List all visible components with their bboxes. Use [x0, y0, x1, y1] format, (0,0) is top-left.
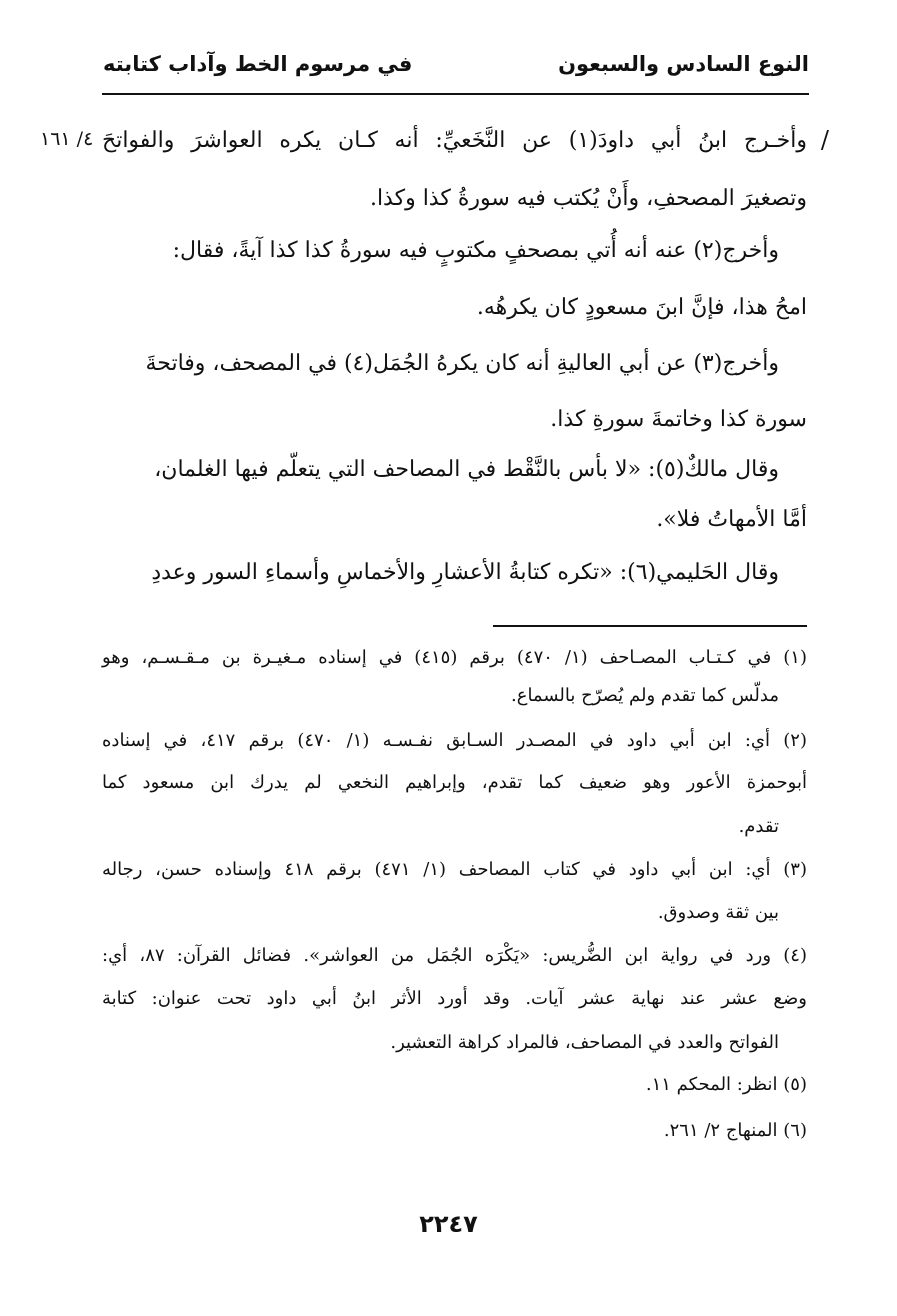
footnote-line: (٣) أي: ابن أبي داود في كتاب المصاحف (١/ ٤٧١) برقم ٤١٨ وإسناده حسن، رجاله — [102, 859, 807, 880]
margin-page-reference: ٤/ ١٦١ — [40, 128, 94, 150]
footnote-line: (٥) انظر: المحكم ١١. — [645, 1074, 807, 1095]
footnote-line: وضع عشر عند نهاية عشر آيات. وقد أورد الأثر ابنُ أبي داود تحت عنوان: كتابة — [102, 988, 807, 1009]
body-line: سورة كذا وخاتمةَ سورةِ كذا. — [550, 407, 807, 432]
footnote-line: (٢) أي: ابن أبي داود في المصـدر السـابق نفـسـه (١/ ٤٧٠) برقم ٤١٧، في إسناده — [102, 730, 807, 751]
body-line: وقال الحَليمي(٦): «تكره كتابةُ الأعشارِ والأخماسِ وأسماءِ السور وعددِ — [151, 560, 779, 585]
running-header-topic: في مرسوم الخط وآداب كتابته — [103, 52, 413, 76]
body-line: وأخرج(٢) عنه أنه أُتي بمصحفٍ مكتوبٍ فيه سورةُ كذا كذا آيةً، فقال: — [172, 238, 779, 263]
footnote-line: (١) في كـتـاب المصـاحف (١/ ٤٧٠) برقم (٤١٥) في إسناده مـغيـرة بن مـقـسـم، وهو — [102, 647, 807, 668]
header-rule — [102, 93, 809, 95]
margin-slash-mark: / — [820, 126, 829, 154]
footnote-line: مدلّس كما تقدم ولم يُصرّح بالسماع. — [510, 685, 779, 706]
footnote-line: بين ثقة وصدوق. — [657, 902, 779, 923]
footnote-line: الفواتح والعدد في المصاحف، فالمراد كراهة التعشير. — [390, 1032, 779, 1053]
footnote-line: أبوحمزة الأعور وهو ضعيف كما تقدم، وإبراهيم النخعي لم يدرك ابن مسعود كما — [102, 772, 807, 793]
footnote-line: (٦) المنهاج ٢/ ٢٦١. — [663, 1120, 807, 1141]
footnote-line: تقدم. — [738, 816, 779, 837]
body-line: وأخـرج ابنُ أبي داودَ(١) عن النَّخَعيِّ: أنه كـان يكره العواشرَ والفواتحَ — [102, 128, 807, 153]
body-line: وتصغيرَ المصحفِ، وأَنْ يُكتب فيه سورةُ كذا وكذا. — [369, 186, 807, 211]
footnote-separator — [493, 625, 807, 627]
body-line: امحُ هذا، فإنَّ ابنَ مسعودٍ كان يكرهُه. — [476, 295, 807, 320]
body-line: وأخرج(٣) عن أبي العاليةِ أنه كان يكرهُ الجُمَل(٤) في المصحف، وفاتحةَ — [145, 351, 779, 376]
body-line: أمَّا الأمهاتُ فلا». — [656, 507, 807, 532]
page-number: ٢٢٤٧ — [419, 1210, 478, 1238]
running-header-chapter: النوع السادس والسبعون — [558, 52, 809, 76]
body-line: وقال مالكٌ(٥): «لا بأس بالنَّقْط في المصاحف التي يتعلّم فيها الغلمان، — [154, 457, 779, 482]
footnote-line: (٤) ورد في رواية ابن الضُّريس: «يَكْرَه الجُمَل من العواشر». فضائل القرآن: ٨٧، أي: — [102, 945, 807, 966]
